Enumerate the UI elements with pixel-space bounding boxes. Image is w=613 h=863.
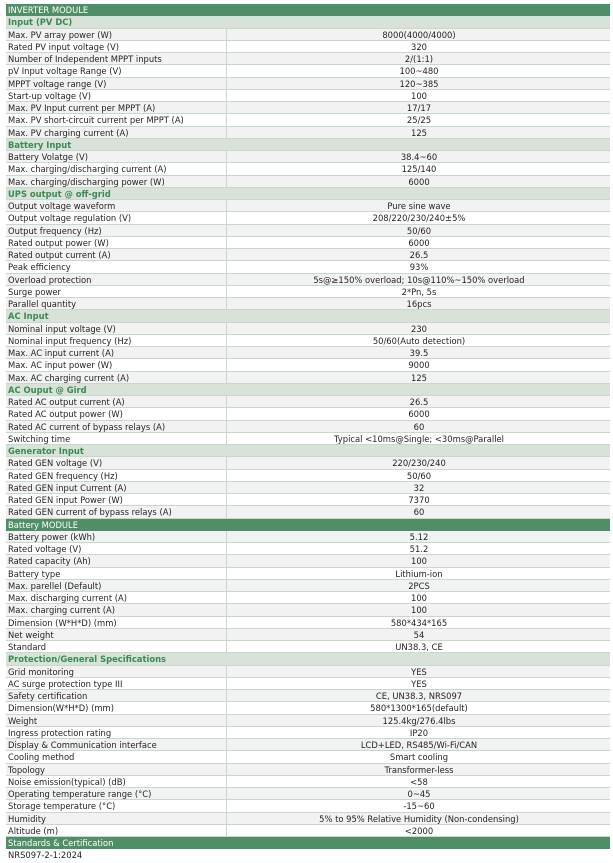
column-divider (226, 788, 227, 799)
column-divider (226, 78, 227, 89)
spec-value: 50/60 (406, 470, 432, 481)
column-divider (226, 372, 227, 383)
spec-value: 5% to 95% Relative Humidity (Non-condensing) (319, 813, 519, 824)
column-divider (226, 592, 227, 603)
spec-label: Rated GEN voltage (V) (8, 458, 103, 469)
spec-row (6, 237, 610, 249)
spec-label: Rated AC output power (W) (8, 409, 123, 420)
column-divider (226, 568, 227, 579)
spec-value: 25/25 (406, 115, 432, 126)
spec-label: Output voltage regulation (V) (8, 213, 132, 224)
spec-row (6, 568, 610, 580)
spec-value: IP20 (409, 727, 429, 738)
spec-row (6, 641, 610, 653)
spec-label: Rated GEN frequency (Hz) (8, 470, 118, 481)
spec-value: 8000(4000/4000) (382, 29, 456, 40)
spec-row (6, 200, 610, 212)
spec-value: YES (411, 678, 427, 689)
spec-label: Altitude (m) (8, 825, 59, 836)
standards-text: NRS097-2-1:2024 (8, 850, 83, 861)
spec-value: 6000 (408, 176, 430, 187)
column-divider (226, 127, 227, 138)
spec-label: Nominal input frequency (Hz) (8, 335, 132, 346)
spec-label: Output voltage waveform (8, 201, 116, 211)
spec-value: Lithium-ion (395, 568, 443, 579)
spec-row (6, 176, 610, 188)
spec-value: 60 (413, 507, 425, 518)
spec-row (6, 825, 610, 837)
column-divider (226, 359, 227, 370)
column-divider (226, 347, 227, 358)
spec-row (6, 555, 610, 567)
spec-value: Pure sine wave (387, 201, 451, 211)
spec-label: Max. PV short-circuit current per MPPT (A) (8, 115, 184, 126)
spec-label: Rated GEN input Power (W) (8, 495, 123, 505)
spec-label: Max. charging/discharging current (A) (8, 164, 167, 175)
spec-row (6, 372, 610, 384)
spec-row (6, 163, 610, 175)
column-divider (226, 298, 227, 309)
spec-value: -15~60 (403, 801, 435, 812)
spec-row (6, 347, 610, 359)
column-divider (226, 323, 227, 334)
spec-value: 2PCS (408, 580, 430, 591)
spec-value: Transformer-less (384, 764, 454, 775)
spec-label: AC surge protection type III (8, 678, 123, 689)
column-divider (226, 702, 227, 713)
spec-value: 125.4kg/276.4lbs (382, 715, 456, 726)
spec-label: Storage temperature (°C) (8, 801, 116, 812)
column-divider (226, 396, 227, 407)
spec-value: 16pcs (406, 299, 432, 309)
spec-row (6, 727, 610, 739)
column-divider (226, 225, 227, 236)
spec-value: CE, UN38.3, NRS097 (375, 691, 463, 701)
column-divider (226, 102, 227, 113)
spec-row (6, 359, 610, 371)
spec-value: 320 (411, 41, 427, 52)
spec-label: Max. charging current (A) (8, 605, 116, 616)
column-divider (226, 494, 227, 505)
column-divider (226, 604, 227, 615)
section-header-title: AC Input (8, 311, 49, 322)
spec-label: Start-up voltage (V) (8, 90, 91, 101)
spec-label: Max. PV charging current (A) (8, 127, 129, 138)
spec-label: Rated output power (W) (8, 237, 109, 248)
spec-row (6, 678, 610, 690)
spec-label: Rated GEN current of bypass relays (A) (8, 507, 172, 518)
spec-value: 208/220/230/240±5% (372, 213, 466, 224)
spec-row (6, 225, 610, 237)
spec-value: 5.12 (409, 531, 429, 542)
column-divider (226, 90, 227, 101)
spec-row (6, 421, 610, 433)
spec-label: Safety certification (8, 691, 88, 701)
section-header (6, 445, 610, 457)
protection-section-header-title: Protection/General Specifications (8, 654, 167, 665)
spec-row (6, 29, 610, 41)
spec-row (6, 604, 610, 616)
spec-value: 220/230/240 (392, 458, 446, 469)
column-divider (226, 617, 227, 628)
spec-label: Battery type (8, 568, 61, 579)
standards-header-title: Standards & Certification (8, 838, 114, 848)
spec-label: Noise emission(typical) (dB) (8, 776, 126, 787)
spec-value: 100~480 (399, 66, 439, 77)
column-divider (226, 739, 227, 750)
column-divider (226, 751, 227, 762)
spec-value: 2*Pn, 5s (401, 286, 437, 297)
spec-label: Humidity (8, 813, 46, 824)
column-divider (226, 482, 227, 493)
spec-value: 60 (413, 421, 425, 432)
spec-value: 230 (411, 323, 427, 334)
section-header (6, 384, 610, 396)
spec-label: Rated voltage (V) (8, 544, 82, 554)
column-divider (226, 727, 227, 738)
column-divider (226, 114, 227, 125)
spec-value: 125 (411, 127, 427, 138)
battery-module-header (6, 519, 610, 531)
spec-row (6, 298, 610, 310)
spec-value: LCD+LED, RS485/Wi-Fi/CAN (360, 740, 478, 750)
spec-label: Rated output current (A) (8, 250, 111, 260)
spec-value: 580*434*165 (390, 617, 448, 628)
spec-value: 100 (411, 605, 427, 616)
spec-row (6, 102, 610, 114)
spec-value: 26.5 (409, 250, 429, 260)
column-divider (226, 433, 227, 444)
column-divider (226, 470, 227, 481)
spec-label: Max. charging/discharging power (W) (8, 176, 165, 187)
column-divider (226, 457, 227, 468)
section-header-title: UPS output @ off-grid (8, 188, 111, 199)
column-divider (226, 580, 227, 591)
spec-label: Standard (8, 642, 47, 652)
section-header-title: Input (PV DC) (8, 17, 73, 28)
spec-row (6, 274, 610, 286)
spec-row (6, 580, 610, 592)
section-header (6, 188, 610, 200)
spec-row (6, 286, 610, 298)
column-divider (226, 715, 227, 726)
column-divider (226, 249, 227, 260)
spec-value: 0~45 (407, 789, 431, 799)
spec-label: Number of Independent MPPT inputs (8, 54, 162, 64)
section-header (6, 310, 610, 322)
spec-label: Rated PV input voltage (V) (8, 41, 120, 52)
spec-row (6, 114, 610, 126)
column-divider (226, 666, 227, 677)
spec-row (6, 629, 610, 641)
column-divider (226, 163, 227, 174)
spec-row (6, 506, 610, 518)
spec-row (6, 715, 610, 727)
spec-row (6, 65, 610, 77)
spec-row (6, 690, 610, 702)
spec-label: Max. discharging current (A) (8, 593, 128, 603)
spec-row (6, 751, 610, 763)
section-header (6, 139, 610, 151)
spec-value: 50/60 (406, 225, 432, 236)
spec-value: 51.2 (409, 544, 429, 554)
spec-label: Battery power (kWh) (8, 531, 96, 542)
spec-value: 50/60(Auto detection) (372, 335, 466, 346)
spec-value: 100 (411, 90, 427, 101)
column-divider (226, 690, 227, 701)
column-divider (226, 421, 227, 432)
spec-row (6, 53, 610, 65)
spec-row (6, 494, 610, 506)
spec-row (6, 764, 610, 776)
spec-value: 100 (411, 556, 427, 567)
column-divider (226, 151, 227, 162)
spec-value: 125/140 (401, 164, 437, 175)
protection-section-header (6, 653, 610, 665)
spec-value: <2000 (404, 825, 434, 836)
column-divider (226, 641, 227, 652)
column-divider (226, 555, 227, 566)
spec-row (6, 666, 610, 678)
spec-value: 26.5 (409, 397, 429, 407)
spec-row (6, 543, 610, 555)
column-divider (226, 408, 227, 419)
spec-value: Smart cooling (389, 752, 449, 763)
spec-value: YES (411, 666, 427, 677)
column-divider (226, 65, 227, 76)
spec-row (6, 127, 610, 139)
spec-row (6, 776, 610, 788)
spec-value: 93% (409, 262, 429, 273)
spec-value: 6000 (408, 237, 430, 248)
spec-row (6, 702, 610, 714)
spec-row (6, 457, 610, 469)
battery-module-header-title: Battery MODULE (8, 519, 79, 530)
spec-label: Parallel quantity (8, 299, 77, 309)
spec-label: Net weight (8, 629, 54, 640)
spec-label: Rated GEN input Current (A) (8, 482, 127, 493)
spec-label: Max. AC input power (W) (8, 360, 113, 371)
column-divider (226, 53, 227, 64)
column-divider (226, 825, 227, 836)
column-divider (226, 335, 227, 346)
spec-label: Weight (8, 715, 38, 726)
spec-value: 38.4~60 (400, 152, 438, 162)
spec-label: Surge power (8, 286, 61, 297)
spec-row (6, 335, 610, 347)
spec-row (6, 78, 610, 90)
spec-label: pV Input voltage Range (V) (8, 66, 122, 77)
spec-label: Nominal input voltage (V) (8, 323, 116, 334)
spec-label: Peak efficiency (8, 262, 71, 273)
spec-label: Rated capacity (Ah) (8, 556, 91, 567)
spec-value: 5s@≥150% overload; 10s@110%~150% overload (313, 274, 525, 285)
spec-label: Rated AC current of bypass relays (A) (8, 421, 166, 432)
spec-value: 580*1300*165(default) (370, 703, 468, 714)
spec-row (6, 788, 610, 800)
spec-label: Max. AC input current (A) (8, 348, 115, 358)
column-divider (226, 41, 227, 52)
spec-row (6, 813, 610, 825)
column-divider (226, 800, 227, 811)
spec-value: Typical <10ms@Single; <30ms@Parallel (333, 433, 505, 444)
spec-label: Operating temperature range (°C) (8, 789, 152, 799)
section-header-title: AC Ouput @ Gird (8, 384, 87, 395)
spec-value: 7370 (408, 495, 430, 505)
spec-label: Display & Communication interface (8, 740, 157, 750)
column-divider (226, 200, 227, 211)
spec-row (6, 800, 610, 812)
spec-row (6, 396, 610, 408)
spec-label: Switching time (8, 433, 71, 444)
spec-label: Topology (8, 764, 45, 775)
spec-label: Max. parellel (Default) (8, 580, 102, 591)
spec-value: 125 (411, 372, 427, 383)
spec-label: Max. AC charging current (A) (8, 372, 130, 383)
column-divider (226, 764, 227, 775)
spec-row (6, 482, 610, 494)
spec-label: Max. PV array power (W) (8, 29, 113, 40)
column-divider (226, 531, 227, 542)
spec-label: MPPT voltage range (V) (8, 78, 107, 89)
spec-value: 32 (413, 482, 425, 493)
column-divider (226, 274, 227, 285)
spec-row (6, 617, 610, 629)
spec-value: 17/17 (406, 103, 432, 113)
spec-value: 100 (411, 593, 427, 603)
spec-row (6, 90, 610, 102)
spec-value: 2/(1:1) (404, 54, 434, 64)
spec-label: Max. PV Input current per MPPT (A) (8, 103, 156, 113)
spec-row (6, 261, 610, 273)
spec-row (6, 408, 610, 420)
spec-row (6, 592, 610, 604)
column-divider (226, 543, 227, 554)
spec-row (6, 212, 610, 224)
column-divider (226, 212, 227, 223)
spec-label: Dimension (W*H*D) (mm) (8, 617, 117, 628)
spec-row (6, 433, 610, 445)
spec-value: <58 (410, 776, 428, 787)
standards-header (6, 837, 610, 849)
section-header-title: Battery Input (8, 139, 72, 150)
column-divider (226, 629, 227, 640)
spec-row (6, 249, 610, 261)
spec-row (6, 531, 610, 543)
column-divider (226, 286, 227, 297)
column-divider (226, 776, 227, 787)
inverter-module-header-title: INVERTER MODULE (8, 5, 89, 15)
section-header (6, 16, 610, 28)
spec-label: Overload protection (8, 274, 92, 285)
spec-row (6, 739, 610, 751)
spec-label: Battery Volatge (V) (8, 152, 88, 162)
spec-value: UN38.3, CE (395, 642, 443, 652)
spec-label: Grid monitoring (8, 666, 74, 677)
spec-row (6, 323, 610, 335)
column-divider (226, 678, 227, 689)
column-divider (226, 813, 227, 824)
spec-value: 39.5 (409, 348, 429, 358)
column-divider (226, 176, 227, 187)
column-divider (226, 237, 227, 248)
column-divider (226, 29, 227, 40)
spec-value: 6000 (408, 409, 430, 420)
column-divider (226, 261, 227, 272)
spec-label: Dimension(W*H*D) (mm) (8, 703, 114, 714)
spec-label: Cooling method (8, 752, 75, 763)
column-divider (226, 506, 227, 517)
section-header-title: Generator Input (8, 446, 84, 456)
spec-value: 120~385 (399, 78, 439, 89)
spec-value: 54 (413, 629, 425, 640)
inverter-module-header (6, 4, 610, 16)
spec-sheet (6, 4, 610, 862)
spec-row (6, 470, 610, 482)
spec-row (6, 41, 610, 53)
spec-row (6, 151, 610, 163)
spec-value: 9000 (408, 360, 430, 371)
spec-label: Ingress protection rating (8, 727, 112, 738)
spec-label: Rated AC output current (A) (8, 397, 125, 407)
spec-label: Output frequency (Hz) (8, 225, 102, 236)
